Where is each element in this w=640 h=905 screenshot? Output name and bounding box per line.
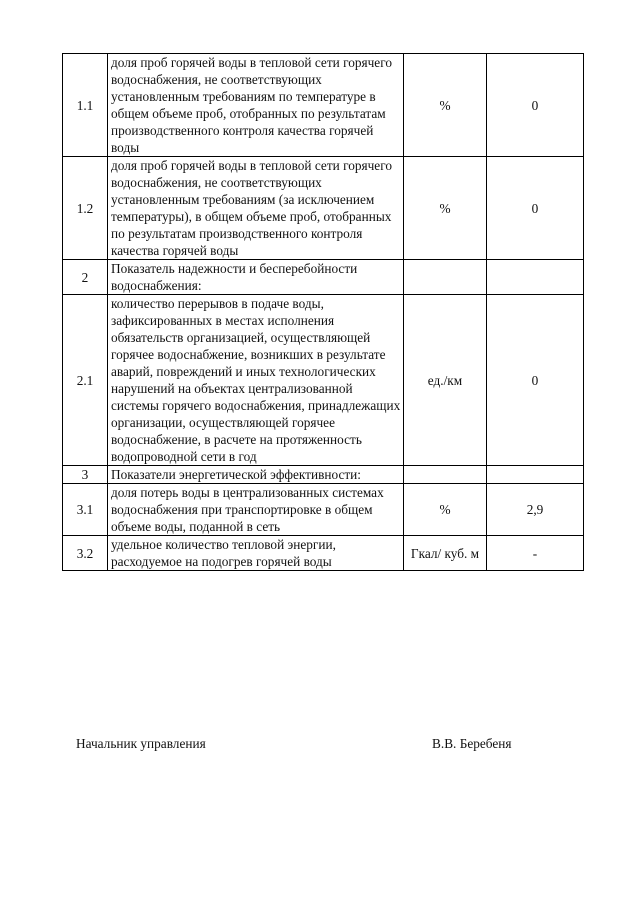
- table-row: [63, 260, 584, 295]
- row-unit: %: [404, 54, 487, 157]
- row-description: количество перерывов в подаче воды, зафиксированных в местах исполнения обязательств организацией, осуществляющей горячее водоснабжение, возникших в результате аварий, повреждений и иных технологических нарушений на объектах централизованной системы горячего водоснабжения, принадлежащих организации, осуществляющей горячее водоснабжение, в расчете на протяженность водопроводной сети в год: [108, 295, 404, 466]
- row-unit: [404, 260, 487, 295]
- row-number: 1.2: [63, 157, 108, 260]
- row-description: удельное количество тепловой энергии, расходуемое на подогрев горячей воды: [108, 536, 404, 571]
- row-value: 0: [487, 295, 584, 466]
- row-description: доля потерь воды в централизованных системах водоснабжения при транспортировке в общем объеме воды, поданной в сеть: [108, 484, 404, 536]
- row-value: 0: [487, 157, 584, 260]
- table-row: [63, 466, 584, 484]
- row-value: 2,9: [487, 484, 584, 536]
- row-number: 3: [63, 466, 108, 484]
- signature-name: В.В. Беребеня: [432, 736, 512, 751]
- row-unit: ед./км: [404, 295, 487, 466]
- row-description: доля проб горячей воды в тепловой сети горячего водоснабжения, не соответствующих установленным требованиям по температуре в общем объеме проб, отобранных по результатам производственного контроля качества горячей воды: [108, 54, 404, 157]
- row-value: 0: [487, 54, 584, 157]
- row-value: -: [487, 536, 584, 571]
- indicators-table: [62, 53, 584, 571]
- row-number: 2: [63, 260, 108, 295]
- row-unit: %: [404, 484, 487, 536]
- row-value: [487, 466, 584, 484]
- row-unit: %: [404, 157, 487, 260]
- signature-title: Начальник управления: [76, 736, 206, 751]
- table-row: [63, 295, 584, 466]
- row-number: 2.1: [63, 295, 108, 466]
- table-row: [63, 157, 584, 260]
- row-value: [487, 260, 584, 295]
- row-description: Показатели энергетической эффективности:: [108, 466, 404, 484]
- table-row: [63, 54, 584, 157]
- row-number: 3.1: [63, 484, 108, 536]
- row-number: 1.1: [63, 54, 108, 157]
- row-description: доля проб горячей воды в тепловой сети горячего водоснабжения, не соответствующих установленным требованиям (за исключением температуры), в общем объеме проб, отобранных по результатам производственного контроля качества горячей воды: [108, 157, 404, 260]
- row-unit: [404, 466, 487, 484]
- row-unit: Гкал/ куб. м: [404, 536, 487, 571]
- row-description: Показатель надежности и бесперебойности водоснабжения:: [108, 260, 404, 295]
- table-row: [63, 484, 584, 536]
- table-row: [63, 536, 584, 571]
- row-number: 3.2: [63, 536, 108, 571]
